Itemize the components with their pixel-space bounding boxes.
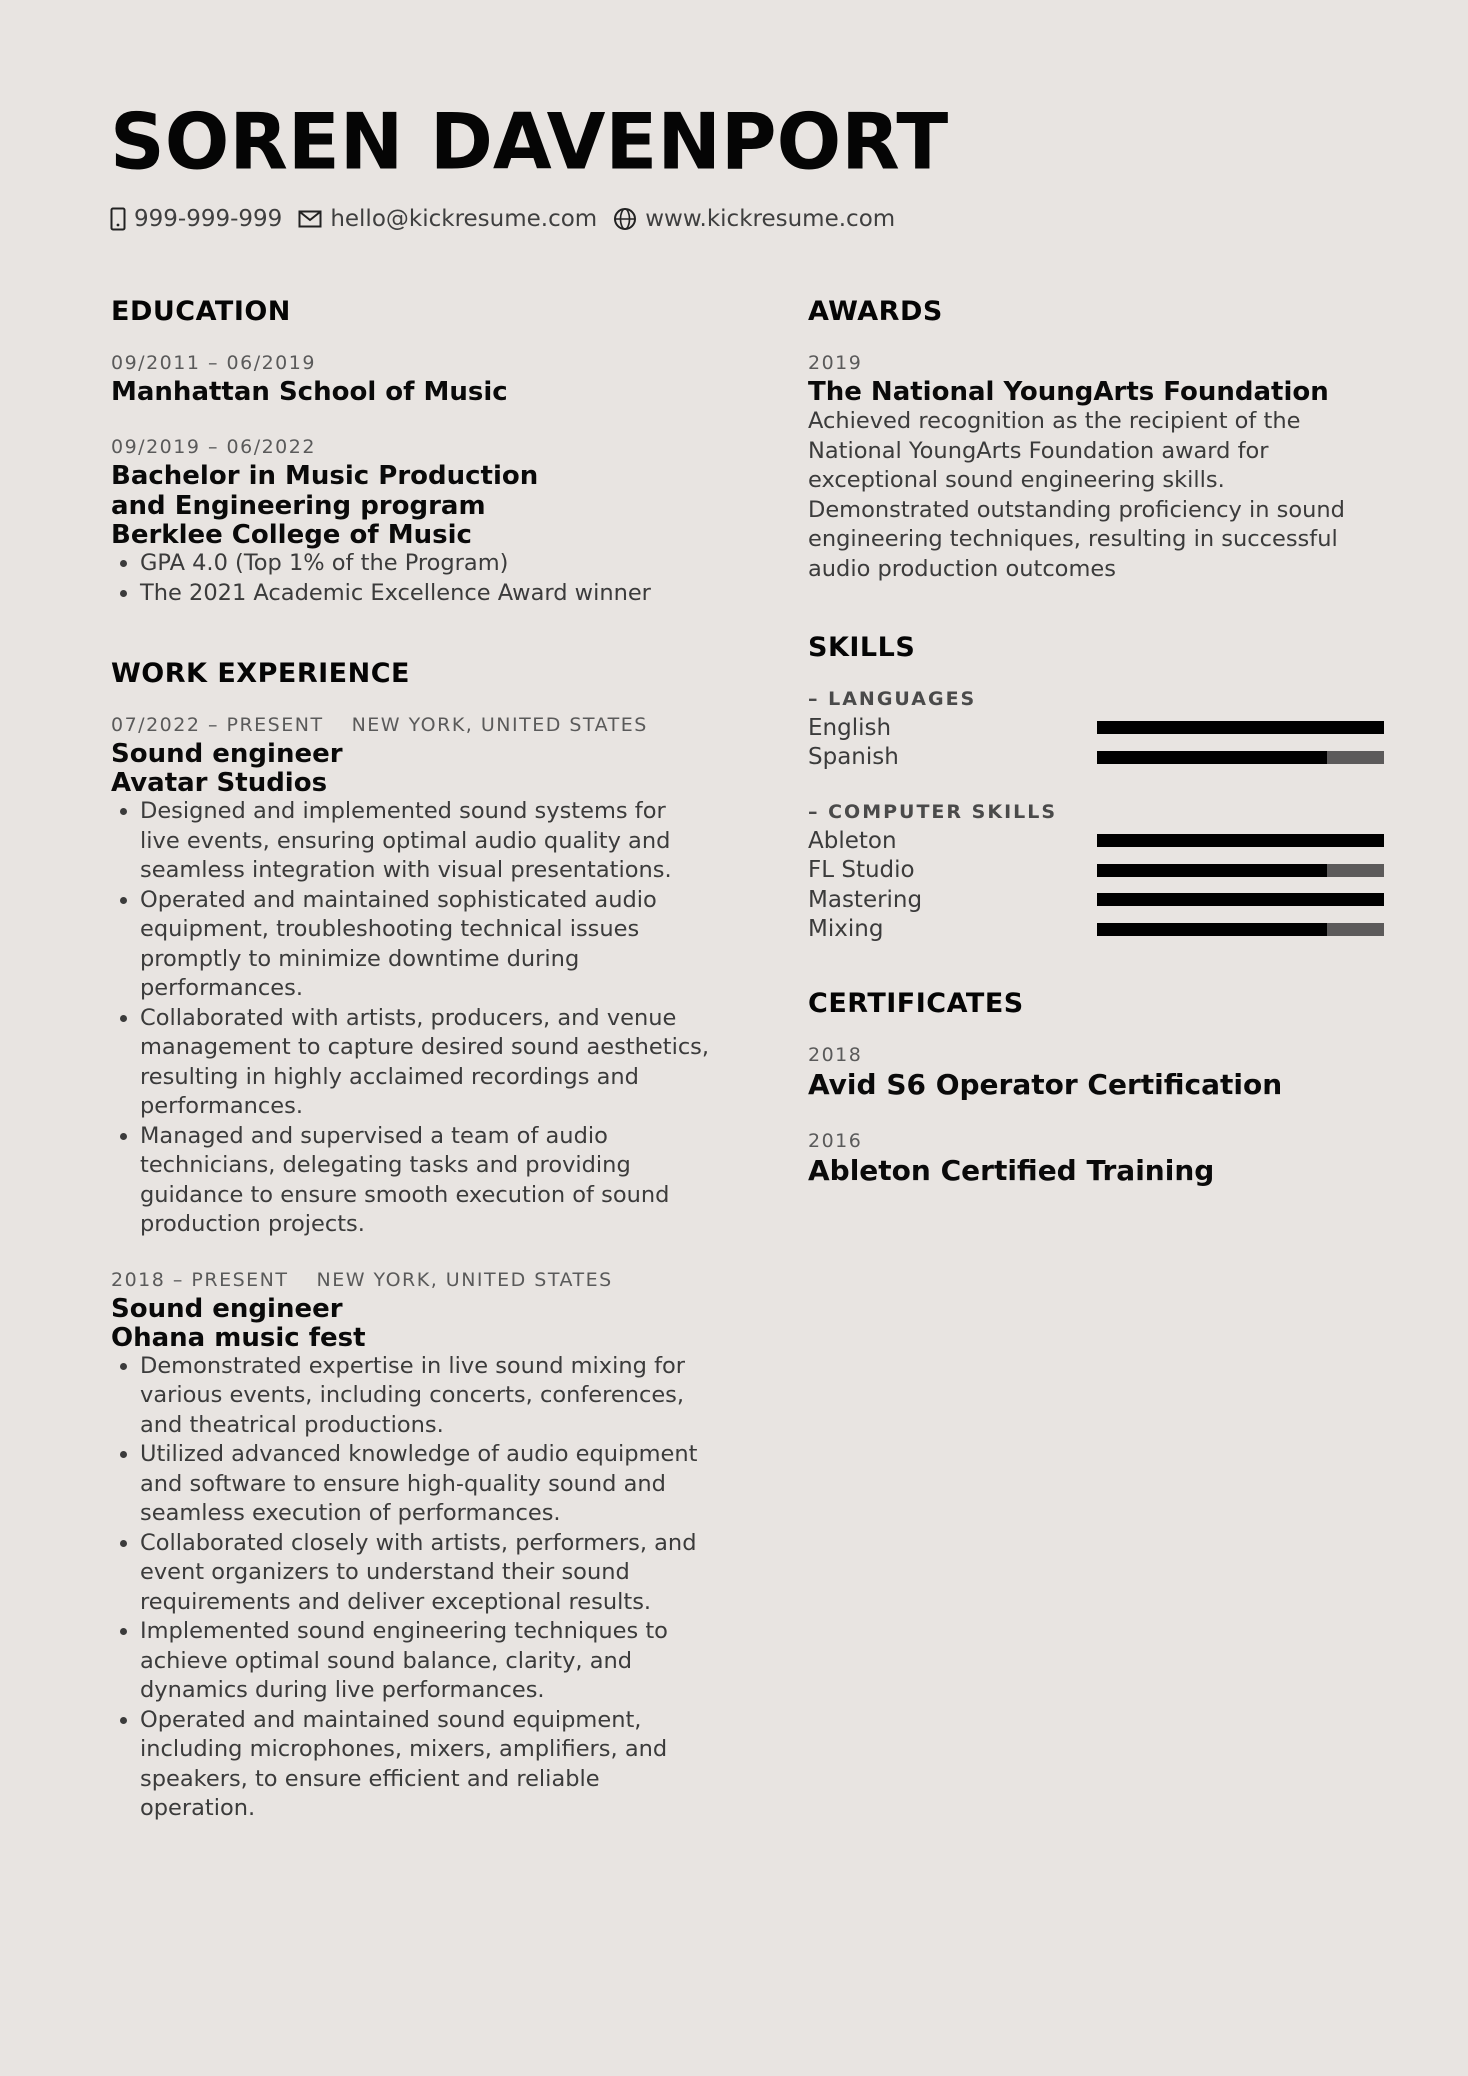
skill-group-title: – COMPUTER SKILLS bbox=[808, 801, 1058, 823]
work-role: Sound engineer bbox=[111, 739, 343, 769]
skill-bar-fill bbox=[1097, 893, 1384, 906]
skill-bar-fill bbox=[1097, 721, 1384, 734]
award-year: 2019 bbox=[808, 352, 863, 374]
education-school: Berklee College of Music bbox=[111, 520, 472, 550]
list-item: • Managed and supervised a team of audio technicians, delegating tasks and providing guidance to ensure smooth execution of sound production projects. bbox=[140, 1122, 710, 1240]
skill-bar bbox=[1097, 721, 1384, 734]
skill-name: Ableton bbox=[808, 827, 897, 854]
work-entry bbox=[111, 1266, 711, 1824]
work-location: NEW YORK, UNITED STATES bbox=[316, 1268, 613, 1291]
skill-group-title: – LANGUAGES bbox=[808, 688, 977, 710]
skill-group-computer bbox=[808, 798, 1388, 944]
education-dates: 09/2011 – 06/2019 bbox=[111, 352, 316, 374]
skill-bar bbox=[1097, 834, 1384, 847]
contact-phone bbox=[110, 206, 282, 232]
skill-bar-fill bbox=[1097, 834, 1384, 847]
work-dates: 07/2022 – PRESENT bbox=[111, 714, 324, 736]
skill-name: English bbox=[808, 714, 892, 741]
education-heading: EDUCATION bbox=[111, 296, 291, 327]
list-item: • The 2021 Academic Excellence Award winner bbox=[140, 579, 711, 609]
work-dates: 2018 – PRESENT bbox=[111, 1268, 289, 1291]
education-degree: Manhattan School of Music bbox=[111, 377, 508, 407]
skill-row bbox=[808, 713, 1384, 743]
list-item: • Operated and maintained sound equipment, including microphones, mixers, amplifiers, and speakers, to ensure efficient and reliable operation. bbox=[140, 1706, 710, 1824]
education-dates: 09/2019 – 06/2022 bbox=[111, 436, 316, 458]
list-item: • Collaborated closely with artists, performers, and event organizers to understand their sound requirements and deliver exceptional results. bbox=[140, 1529, 710, 1618]
skill-name: Mastering bbox=[808, 886, 923, 913]
education-bullets bbox=[111, 549, 711, 608]
skill-name: Spanish bbox=[808, 744, 899, 771]
list-item: • Collaborated with artists, producers, and venue management to capture desired sound aesthetics, resulting in highly acclaimed recordings and performances. bbox=[140, 1004, 710, 1122]
skill-name: Mixing bbox=[808, 916, 884, 943]
education-entry bbox=[111, 433, 711, 608]
certificate-name: Avid S6 Operator Certification bbox=[808, 1068, 1283, 1101]
certificate-year: 2018 bbox=[808, 1044, 863, 1066]
certificate-entry bbox=[808, 1041, 1388, 1101]
contact-email[interactable] bbox=[298, 206, 597, 232]
left-column bbox=[111, 298, 711, 1850]
skill-row bbox=[808, 826, 1384, 856]
awards-heading: AWARDS bbox=[808, 296, 943, 327]
list-item: • Utilized advanced knowledge of audio equipment and software to ensure high-quality sound and seamless execution of performances. bbox=[140, 1440, 710, 1529]
award-entry bbox=[808, 349, 1388, 584]
list-item: • Demonstrated expertise in live sound mixing for various events, including concerts, conferences, and theatrical productions. bbox=[140, 1352, 710, 1441]
right-column bbox=[808, 298, 1388, 1213]
mail-icon bbox=[298, 210, 322, 228]
skills-heading: SKILLS bbox=[808, 632, 916, 663]
work-meta bbox=[111, 711, 711, 739]
skill-bar bbox=[1097, 923, 1384, 936]
education-degree: Bachelor in Music Production and Engineering program bbox=[111, 461, 539, 521]
list-item: • GPA 4.0 (Top 1% of the Program) bbox=[140, 549, 711, 579]
candidate-name: SOREN DAVENPORT bbox=[110, 96, 949, 187]
certificate-name: Ableton Certified Training bbox=[808, 1154, 1215, 1187]
work-location: NEW YORK, UNITED STATES bbox=[351, 714, 648, 736]
skill-bar bbox=[1097, 864, 1384, 877]
work-role: Sound engineer bbox=[111, 1293, 343, 1324]
skill-row bbox=[808, 885, 1384, 915]
skill-bar-fill bbox=[1097, 923, 1327, 936]
email-text[interactable]: hello@kickresume.com bbox=[330, 206, 598, 232]
work-entry bbox=[111, 711, 711, 1240]
work-meta bbox=[111, 1266, 711, 1294]
award-description: Achieved recognition as the recipient of the National YoungArts Foundation award for exceptional sound engineering skills. Demonstrated outstanding proficiency in sound engineering techniques, resulting in successful audio production outcomes bbox=[808, 408, 1345, 582]
skill-group-languages bbox=[808, 685, 1388, 772]
skill-row bbox=[808, 856, 1384, 886]
certificate-year: 2016 bbox=[808, 1130, 863, 1152]
work-bullets bbox=[111, 1352, 710, 1824]
skill-name: FL Studio bbox=[808, 857, 915, 884]
skill-bar bbox=[1097, 751, 1384, 764]
contact-bar bbox=[110, 206, 911, 232]
skill-bar-fill bbox=[1097, 751, 1327, 764]
certificate-entry bbox=[808, 1127, 1388, 1187]
list-item: • Implemented sound engineering techniques to achieve optimal sound balance, clarity, and dynamics during live performances. bbox=[140, 1617, 710, 1706]
globe-icon bbox=[613, 207, 637, 231]
award-name: The National YoungArts Foundation bbox=[808, 377, 1329, 407]
website-text[interactable]: www.kickresume.com bbox=[645, 206, 896, 232]
phone-text: 999-999-999 bbox=[134, 206, 283, 232]
work-bullets bbox=[111, 797, 710, 1240]
skill-bar-fill bbox=[1097, 864, 1327, 877]
phone-icon bbox=[110, 207, 126, 231]
work-heading: WORK EXPERIENCE bbox=[111, 658, 410, 689]
work-company: Avatar Studios bbox=[111, 768, 328, 798]
education-entry bbox=[111, 349, 711, 407]
skill-row bbox=[808, 743, 1384, 773]
list-item: • Designed and implemented sound systems for live events, ensuring optimal audio quality and seamless integration with visual presentations. bbox=[140, 797, 710, 886]
skill-row bbox=[808, 915, 1384, 945]
certificates-heading: CERTIFICATES bbox=[808, 988, 1024, 1019]
work-company: Ohana music fest bbox=[111, 1322, 366, 1353]
contact-website[interactable] bbox=[613, 206, 895, 232]
list-item: • Operated and maintained sophisticated audio equipment, troubleshooting technical issues promptly to minimize downtime during performances. bbox=[140, 886, 710, 1004]
skill-bar bbox=[1097, 893, 1384, 906]
